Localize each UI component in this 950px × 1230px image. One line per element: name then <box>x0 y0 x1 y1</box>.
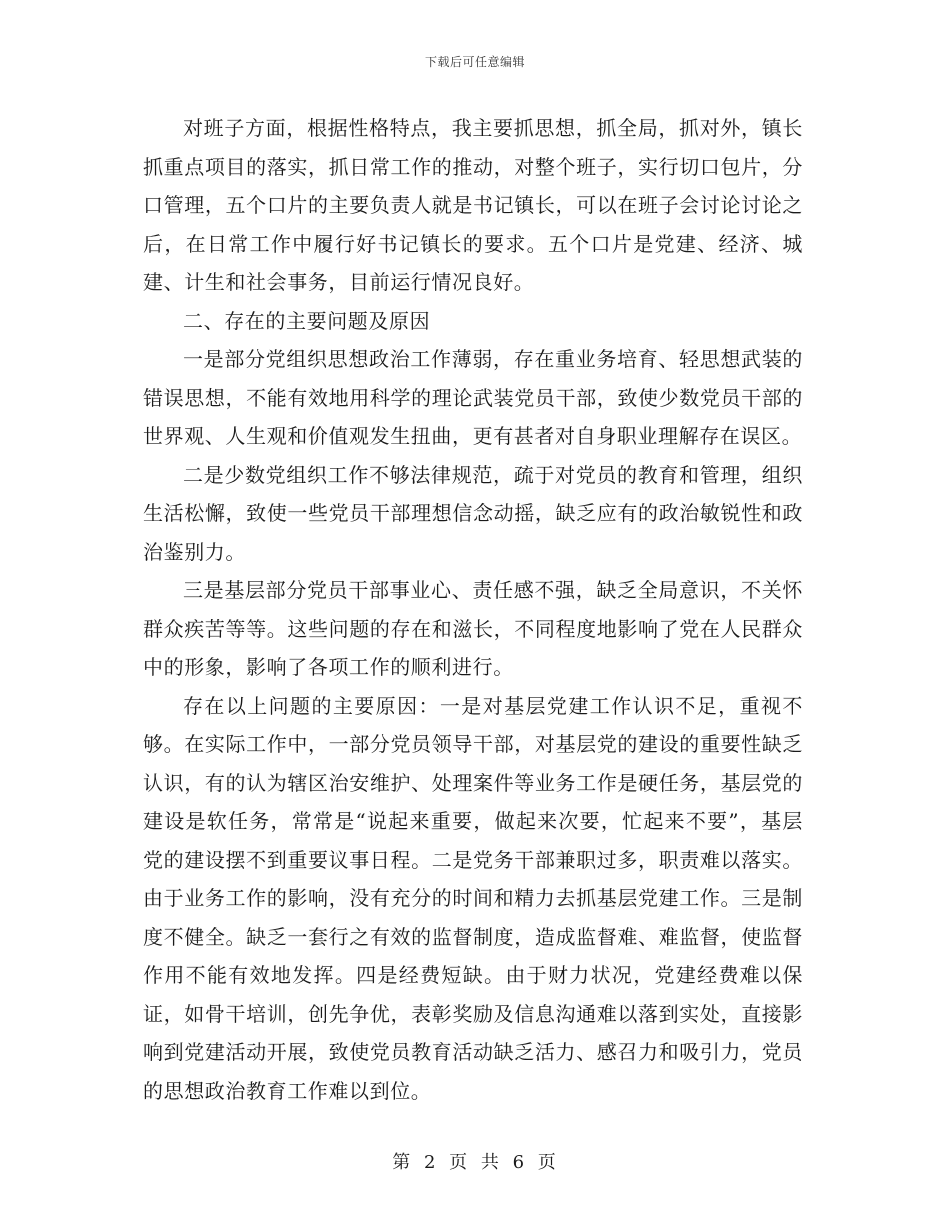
paragraph-problem-three: 三是基层部分党员干部事业心、责任感不强，缺乏全局意识，不关怀群众疾苦等等。这些问题的存在和滋长，不同程度地影响了党在人民群众中的形象，影响了各项工作的顺利进行。 <box>143 578 803 679</box>
paragraph-problem-two: 二是少数党组织工作不够法律规范，疏于对党员的教育和管理，组织生活松懈，致使一些党员干部理想信念动摇，缺乏应有的政治敏锐性和政治鉴别力。 <box>143 462 803 564</box>
document-body <box>143 109 803 1110</box>
paragraph-problem-one: 一是部分党组织思想政治工作薄弱，存在重业务培育、轻思想武装的错误思想，不能有效地用科学的理论武装党员干部，致使少数党员干部的世界观、人生观和价值观发生扭曲，更有甚者对自身职业理解存在误区。 <box>143 347 803 448</box>
paragraph-team-management: 对班子方面，根据性格特点，我主要抓思想，抓全局，抓对外，镇长抓重点项目的落实，抓日常工作的推动，对整个班子，实行切口包片，分口管理，五个口片的主要负责人就是书记镇长，可以在班子会讨论讨论之后，在日常工作中履行好书记镇长的要求。五个口片是党建、经济、城建、计生和社会事务，目前运行情况良好。 <box>143 116 803 294</box>
page-header: 下载后可任意编辑 <box>424 55 525 69</box>
paragraph-causes: 存在以上问题的主要原因：一是对基层党建工作认识不足，重视不够。在实际工作中，一部分党员领导干部，对基层党的建设的重要性缺乏认识，有的认为辖区治安维护、处理案件等业务工作是硬任务，基层党的建设是软任务，常常是“说起来重要，做起来次要，忙起来不要”，基层党的建设摆不到重要议事日程。二是党务干部兼职过多，职责难以落实。由于业务工作的影响，没有充分的时间和精力去抓基层党建工作。三是制度不健全。缺乏一套行之有效的监督制度，造成监督难、难监督，使监督作用不能有效地发挥。四是经费短缺。由于财力状况，党建经费难以保证，如骨干培训，创先争优，表彰奖励及信息沟通难以落到实处，直接影响到党建活动开展，致使党员教育活动缺乏活力、感召力和吸引力，党员的思想政治教育工作难以到位。 <box>143 693 803 1103</box>
page-number: 第 2 页 共 6 页 <box>392 1152 558 1173</box>
section-heading-problems: 二、存在的主要问题及原因 <box>183 308 431 333</box>
